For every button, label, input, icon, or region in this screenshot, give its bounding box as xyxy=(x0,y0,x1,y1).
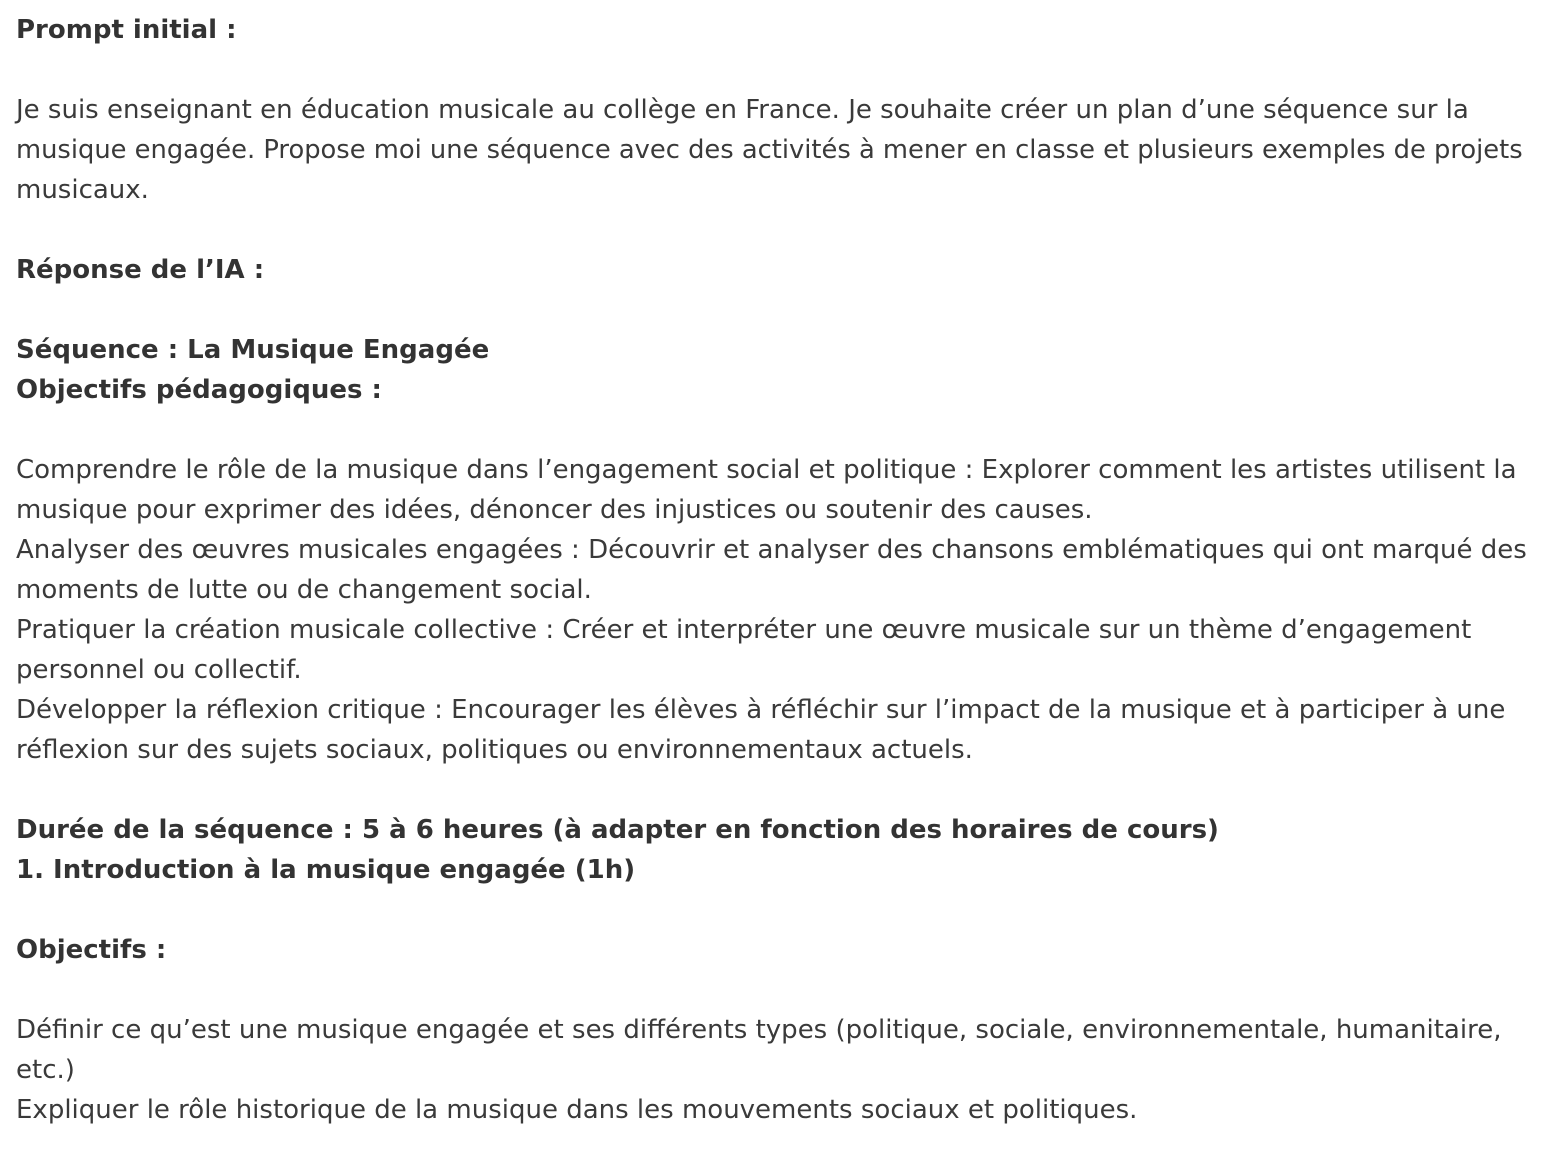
part1-objective-line-1: Définir ce qu’est une musique engagée et ses différents types (politique, sociale, environnementale, humanitaire, xyxy=(16,1015,1502,1045)
prompt-line-1: Je suis enseignant en éducation musicale au collège en France. Je souhaite créer un plan d’une séquence sur la xyxy=(16,95,1469,125)
sequence-title: Séquence : La Musique Engagée xyxy=(16,335,490,365)
spacer xyxy=(16,290,1531,330)
spacer xyxy=(16,50,1531,90)
objective-line-4: moments de lutte ou de changement social. xyxy=(16,575,592,605)
sequence-duration: Durée de la séquence : 5 à 6 heures (à adapter en fonction des horaires de cours) xyxy=(16,815,1219,845)
document xyxy=(16,10,1531,1130)
response-heading: Réponse de l’IA : xyxy=(16,255,265,285)
part1-objective-line-2: etc.) xyxy=(16,1055,75,1085)
objective-line-2: musique pour exprimer des idées, dénoncer des injustices ou soutenir des causes. xyxy=(16,495,1093,525)
prompt-line-2: musique engagée. Propose moi une séquence avec des activités à mener en classe et plusieurs exemples de projets xyxy=(16,135,1523,165)
spacer xyxy=(16,770,1531,810)
prompt-heading: Prompt initial : xyxy=(16,15,237,45)
objective-line-5: Pratiquer la création musicale collective : Créer et interpréter une œuvre musicale sur un thème d’engagement xyxy=(16,615,1472,645)
part1-objectives-heading: Objectifs : xyxy=(16,935,167,965)
objective-line-6: personnel ou collectif. xyxy=(16,655,302,685)
objective-line-3: Analyser des œuvres musicales engagées : Découvrir et analyser des chansons emblématiques qui ont marqué des xyxy=(16,535,1527,565)
spacer xyxy=(16,210,1531,250)
part1-title: 1. Introduction à la musique engagée (1h) xyxy=(16,855,636,885)
prompt-line-3: musicaux. xyxy=(16,175,149,205)
objective-line-8: réflexion sur des sujets sociaux, politiques ou environnementaux actuels. xyxy=(16,735,973,765)
spacer xyxy=(16,890,1531,930)
part1-objective-line-3: Expliquer le rôle historique de la musique dans les mouvements sociaux et politiques. xyxy=(16,1095,1138,1125)
objectives-heading: Objectifs pédagogiques : xyxy=(16,375,382,405)
objective-line-1: Comprendre le rôle de la musique dans l’engagement social et politique : Explorer comment les artistes utilisent la xyxy=(16,455,1517,485)
spacer xyxy=(16,410,1531,450)
objective-line-7: Développer la réflexion critique : Encourager les élèves à réfléchir sur l’impact de la musique et à participer à une xyxy=(16,695,1506,725)
spacer xyxy=(16,970,1531,1010)
